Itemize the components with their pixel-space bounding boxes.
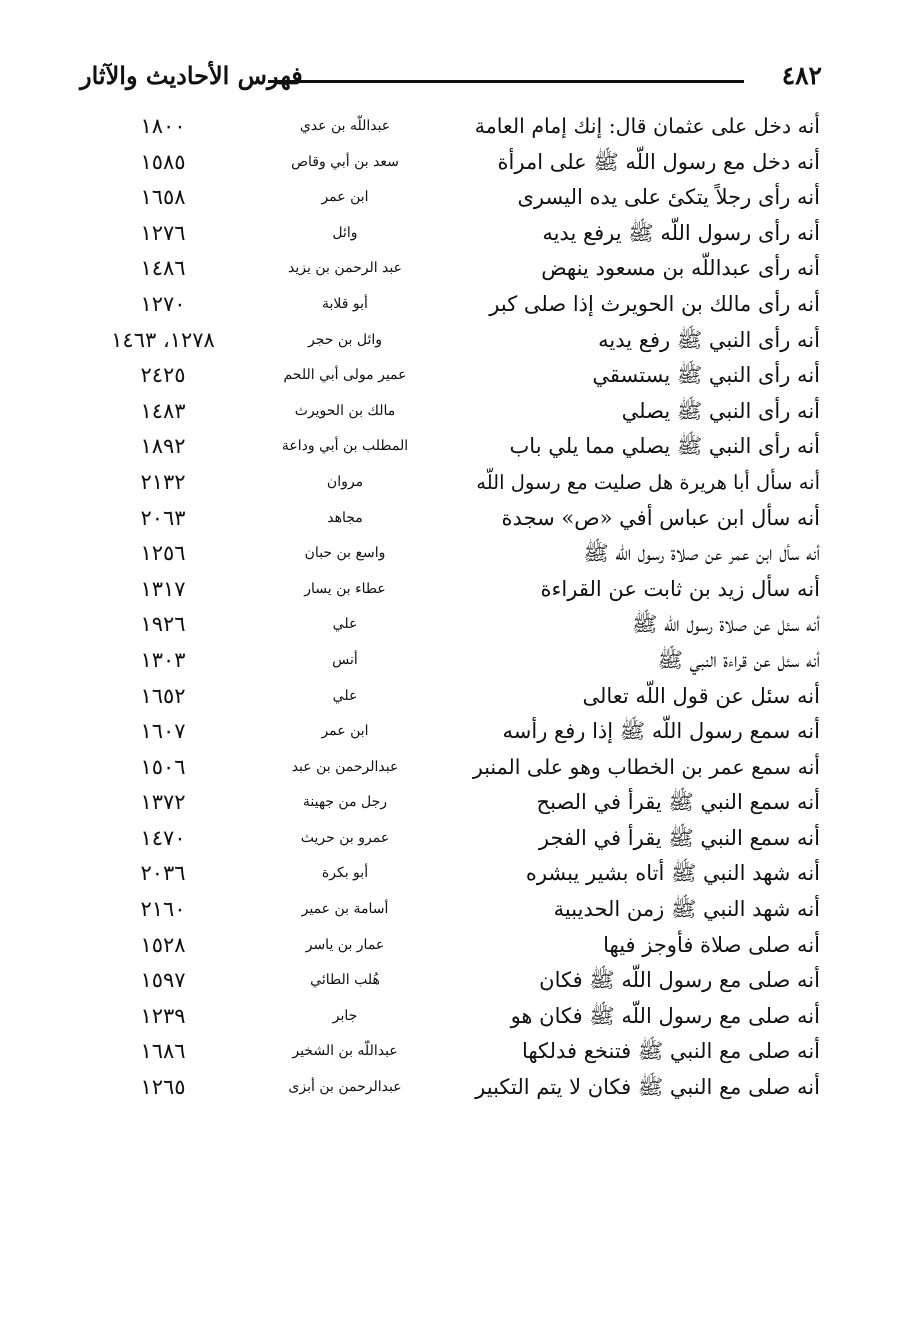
narrator-name: أبو بكرة [321,865,369,882]
reference-number: ١٢٧٨، ١٤٦٣ [111,327,215,352]
reference-number: ١٢٧٦ [140,220,186,245]
reference-number: ٢١٦٠ [140,897,186,922]
hadith-text: أنه صلى مع رسول اللّه ﷺ فكان [539,968,820,993]
narrator-name: عبدالرحمن بن أبزى [288,1079,402,1096]
reference-number: ١٥٩٧ [140,968,186,993]
index-row [0,180,916,216]
index-row [0,892,916,928]
hadith-text: أنه صلى مع رسول اللّه ﷺ فكان هو [510,1003,820,1028]
page-header [80,58,822,98]
index-row [0,145,916,181]
narrator-name: مالك بن الحويرث [294,402,396,419]
reference-number: ٢٤٢٥ [140,363,186,388]
narrator-name: وائل بن حجر [307,331,383,348]
hadith-text: أنه صلى صلاة فأوجز فيها [603,932,820,957]
hadith-text: أنه رأى النبي ﷺ يصلي [621,398,820,423]
index-row [0,109,916,145]
reference-number: ١٢٥٦ [140,541,186,566]
hadith-text: أنه سئل عن قراءة النبي ﷺ [657,647,820,672]
page-title: فهرس الأحاديث والآثار [80,61,303,90]
reference-number: ١٢٧٠ [140,291,186,316]
hadith-text: أنه سأل ابن عباس أفي «ص» سجدة [501,505,820,530]
index-row [0,821,916,857]
reference-number: ٢٠٣٦ [140,861,186,886]
reference-number: ١٨٩٢ [140,434,186,459]
narrator-name: عمير مولى أبي اللحم [283,367,407,384]
hadith-text: أنه سمع النبي ﷺ يقرأ في الصبح [536,790,820,815]
reference-number: ١٥٢٨ [140,932,186,957]
narrator-name: عبداللّه بن الشخير [292,1043,398,1060]
hadith-text: أنه رأى مالك بن الحويرث إذا صلى كبر [489,291,820,316]
hadith-text: أنه رأى النبي ﷺ يستسقي [592,363,820,388]
reference-number: ١٢٣٩ [140,1003,186,1028]
index-row [0,287,916,323]
reference-number: ١٢٦٥ [140,1075,186,1100]
index-row [0,572,916,608]
index-row [0,750,916,786]
index-row [0,1070,916,1106]
page-number: ٤٨٢ [781,61,822,90]
reference-number: ١٦٠٧ [140,719,186,744]
index-row [0,1034,916,1070]
narrator-name: أنس [332,651,358,668]
narrator-name: أسامة بن عمير [301,901,389,918]
reference-number: ١٣٧٢ [140,790,186,815]
index-row [0,963,916,999]
narrator-name: ابن عمر [321,723,369,740]
narrator-name: عبد الرحمن بن يزيد [288,260,402,277]
reference-number: ١٦٥٨ [140,185,186,210]
narrator-name: مجاهد [327,509,363,526]
hadith-text: أنه رأى النبي ﷺ يصلي مما يلي باب [509,434,820,459]
narrator-name: عمار بن ياسر [305,936,385,953]
hadith-text: أنه صلى مع النبي ﷺ فكان لا يتم التكبير [475,1075,820,1100]
index-row [0,501,916,537]
index-row [0,323,916,359]
reference-number: ٢١٣٢ [140,469,186,494]
index-row [0,607,916,643]
hadith-text: أنه سمع رسول اللّه ﷺ إذا رفع رأسه [502,719,820,744]
narrator-name: عمرو بن حريث [300,829,390,846]
reference-number: ١٦٨٦ [140,1039,186,1064]
narrator-name: سعد بن أبي وقاص [291,153,399,170]
narrator-name: علي [332,616,358,633]
narrator-name: عطاء بن يسار [304,580,386,597]
reference-number: ٢٠٦٣ [140,505,186,530]
narrator-name: عبداللّه بن عدي [299,118,391,134]
hadith-text: أنه سأل ابن عمر عن صلاة رسول اللّه ﷺ [583,541,820,566]
index-row [0,928,916,964]
hadith-text: أنه سئل عن صلاة رسول اللّه ﷺ [631,612,820,637]
narrator-name: ابن عمر [321,189,369,206]
index-row [0,643,916,679]
reference-number: ١٩٢٦ [140,612,186,637]
hadith-text: أنه سأل زيد بن ثابت عن القراءة [540,576,820,601]
reference-number: ١٨٠٠ [140,114,186,138]
narrator-name: مروان [326,473,364,490]
hadith-text: أنه سئل عن قول اللّه تعالى [582,683,820,708]
narrator-name: وائل [332,224,358,241]
hadith-text: أنه رأى النبي ﷺ رفع يديه [598,327,820,352]
reference-number: ١٥٨٥ [140,149,186,174]
reference-number: ١٦٥٢ [140,683,186,708]
index-row [0,394,916,430]
reference-number: ١٤٨٣ [140,398,186,423]
narrator-name: المطلب بن أبي وداعة [281,438,409,455]
hadith-text: أنه دخل على عثمان قال: إنك إمام العامة [474,114,820,138]
hadith-text: أنه صلى مع النبي ﷺ فتنخع فدلكها [521,1039,820,1064]
index-row [0,465,916,501]
narrator-name: واسع بن حبان [304,545,386,562]
index-row [0,856,916,892]
index-row [0,251,916,287]
hadith-text: أنه شهد النبي ﷺ أتاه بشير يبشره [525,861,820,886]
reference-number: ١٤٨٦ [140,256,186,281]
header-rule [268,80,744,83]
hadith-text: أنه رأى رسول اللّه ﷺ يرفع يديه [542,220,820,245]
reference-number: ١٥٠٦ [140,754,186,779]
reference-number: ١٣٠٣ [140,647,186,672]
hadith-text: أنه رأى عبداللّه بن مسعود ينهض [541,256,820,281]
index-row [0,999,916,1035]
hadith-text: أنه سمع عمر بن الخطاب وهو على المنبر [472,754,820,779]
hadith-text: أنه سمع النبي ﷺ يقرأ في الفجر [538,825,820,850]
narrator-name: عبدالرحمن بن عبد [291,758,399,775]
index-row [0,714,916,750]
narrator-name: أبو قلابة [322,295,368,312]
narrator-name: جابر [332,1007,358,1024]
hadith-text: أنه سأل أبا هريرة هل صليت مع رسول اللّه [476,470,820,494]
index-row [0,785,916,821]
index-row [0,358,916,394]
reference-number: ١٣١٧ [140,576,186,601]
index-row [0,679,916,715]
narrator-name: هُلب الطائي [310,972,380,989]
narrator-name: علي [332,687,358,704]
hadith-text: أنه دخل مع رسول اللّه ﷺ على امرأة [497,149,820,174]
narrator-name: رجل من جهينة [302,794,388,811]
hadith-text: أنه شهد النبي ﷺ زمن الحديبية [553,897,820,922]
index-entries [0,109,916,1106]
reference-number: ١٤٧٠ [140,825,186,850]
index-row [0,536,916,572]
index-row [0,429,916,465]
hadith-text: أنه رأى رجلاً يتكئ على يده اليسرى [517,185,820,210]
index-row [0,216,916,252]
